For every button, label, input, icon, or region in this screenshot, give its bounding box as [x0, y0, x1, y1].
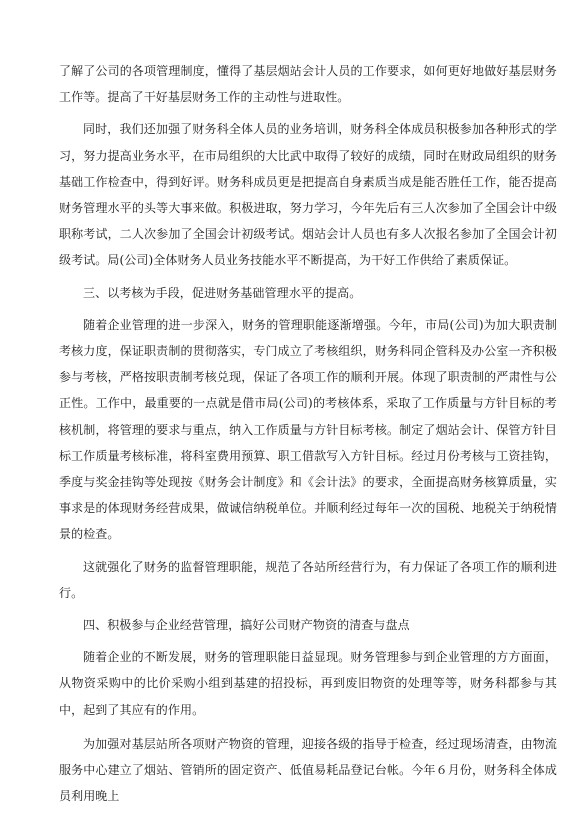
document-body — [59, 58, 557, 809]
paragraph-intro-continued: 了解了公司的各项管理制度，懂得了基层烟站会计人员的工作要求，如何更好地做好基层财务工作等。提高了干好基层财务工作的主动性与进取性。 — [59, 64, 557, 105]
paragraph-supervision: 这就强化了财务的监督管理职能，规范了各站所经营行为，有力保证了各项工作的顺利进行。 — [59, 559, 557, 600]
paragraph-training: 同时，我们还加强了财务科全体人员的业务培训，财务科全体成员积极参加各种形式的学习，努力提高业务水平，在市局组织的大比武中取得了较好的成绩，同时在财政局组织的财务基础工作检查中，得到好评。财务科成员更是把提高自身素质当成是能否胜任工作，能否提高财务管理水平的头等大事来做。积极进取，努力学习，今年先后有三人次参加了全国会计中级职称考试，二人次参加了全国会计初级考试。烟站会计人员也有多人次报名参加了全国会计初级考试。局(公司)全体财务人员业务技能水平不断提高，为干好工作供给了素质保证。 — [59, 122, 557, 268]
paragraph-management-role: 随着企业的不断发展，财务的管理职能日益显现。财务管理参与到企业管理的方方面面，从物资采购中的比价采购小组到基建的招投标，再到废旧物资的处理等等，财务科都参与其中，起到了其应有的作用。 — [59, 650, 557, 717]
section-heading-4: 四、积极参与企业经营管理，搞好公司财产物资的清查与盘点 — [83, 618, 410, 633]
paragraph-asset-inventory: 为加强对基层站所各项财产物资的管理，迎接各级的指导于检查，经过现场清查，由物流服务中心建立了烟站、管销所的固定资产、低值易耗品登记台帐。今年６月份，财务科全体成员利用晚上 — [59, 736, 557, 804]
paragraph-assessment: 随着企业管理的进一步深入，财务的管理职能逐渐增强。今年，市局(公司)为加大职责制考核力度，保证职责制的贯彻落实，专门成立了考核组织，财务科同企管科及办公室一齐积极参与考核，严格按职责制考核兑现，保证了各项工作的顺利开展。体现了职责制的严肃性与公正性。工作中，最重要的一点就是借市局(公司)的考核体系，采取了工作质量与方针目标的考核机制，将管理的要求与重点，纳入工作质量与方针目标考核。制定了烟站会计、保管方针目标工作质量考核标准，将科室费用预算、职工借款写入方针目标。经过月份考核与工资挂钩，季度与奖金挂钩等处现按《财务会计制度》和《会计法》的要求，全面提高财务核算质量，实事求是的体现财务经营成果，做诚信纳税单位。并顺利经过每年一次的国税、地税关于纳税情景的检查。 — [59, 317, 557, 542]
section-heading-3: 三、以考核为手段，促进财务基础管理水平的提高。 — [83, 285, 362, 300]
